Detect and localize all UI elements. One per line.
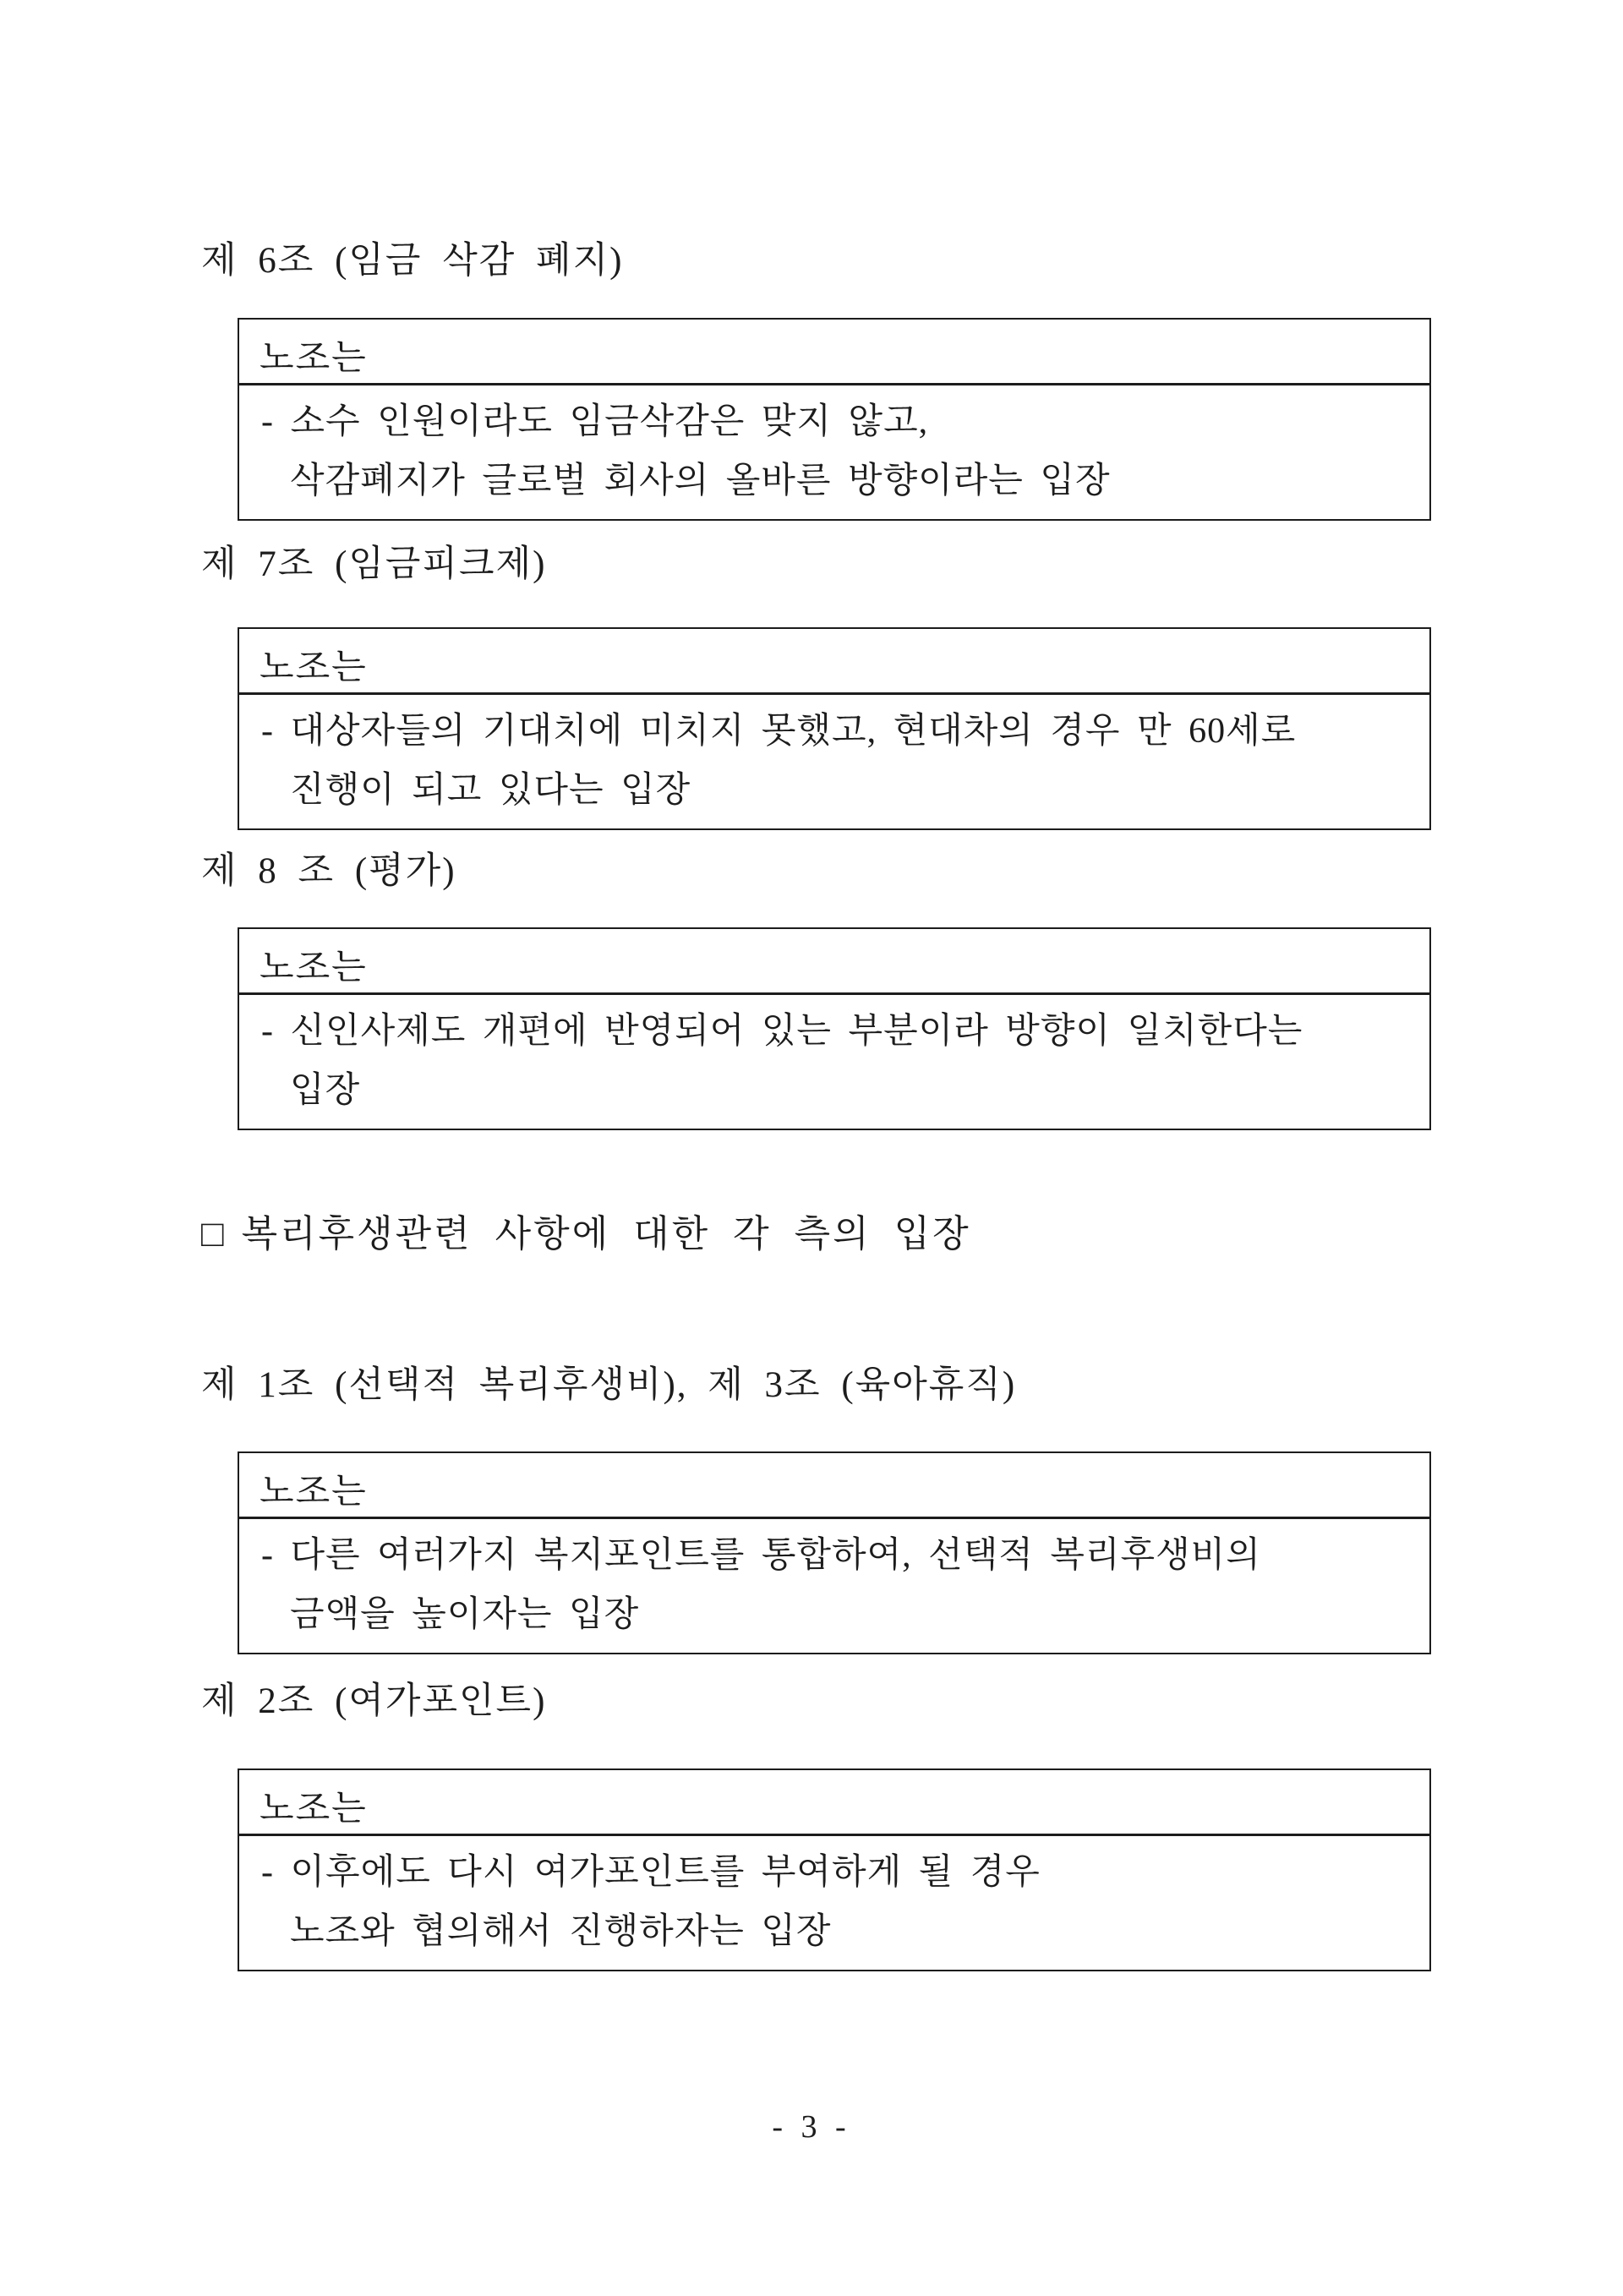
article-7-position-table [238, 627, 1431, 830]
article-2-position-table [238, 1768, 1431, 1971]
square-bullet-icon: □ [201, 1213, 227, 1255]
article-2-heading: 제 2조 (여가포인트) [201, 1681, 547, 1721]
table-header-cell: 노조는 [239, 320, 1429, 385]
table-body-line: - 신인사제도 개편에 반영되어 있는 부분이라 방향이 일치한다는 [261, 1012, 1303, 1051]
article-7-heading: 제 7조 (임금피크제) [201, 544, 547, 584]
article-1-3-heading: 제 1조 (선택적 복리후생비), 제 3조 (육아휴직) [201, 1365, 1017, 1405]
table-body-line: 입장 [290, 1071, 361, 1110]
table-header-cell: 노조는 [239, 1453, 1429, 1519]
welfare-section-title [201, 1214, 971, 1255]
table-body-line: - 이후에도 다시 여가포인트를 부여하게 될 경우 [261, 1853, 1041, 1892]
article-6-heading: 제 6조 (임금 삭감 폐지) [201, 241, 624, 281]
article-1-3-position-table [238, 1451, 1431, 1654]
table-body-cell [239, 995, 1429, 1129]
table-header-cell: 노조는 [239, 629, 1429, 695]
table-body-line: 금액을 높이자는 입장 [290, 1595, 640, 1634]
article-8-heading: 제 8 조 (평가) [201, 851, 456, 891]
article-8-position-table [238, 927, 1431, 1130]
table-body-line: 진행이 되고 있다는 입장 [290, 771, 691, 810]
table-body-line: - 대상자들의 기대치에 미치지 못했고, 현대차의 경우 만 60세로 [261, 712, 1297, 751]
article-6-position-table [238, 318, 1431, 521]
welfare-section-title-text: 복리후생관련 사항에 대한 각 측의 입장 [241, 1213, 971, 1255]
table-body-cell [239, 695, 1429, 828]
table-body-line: - 소수 인원이라도 임금삭감은 맞지 않고, [261, 402, 929, 441]
table-body-line: - 다른 여러가지 복지포인트를 통합하여, 선택적 복리후생비의 [261, 1536, 1261, 1575]
table-body-cell [239, 1836, 1429, 1970]
table-header-cell: 노조는 [239, 929, 1429, 995]
page-number: - 3 - [772, 2109, 851, 2145]
table-body-cell [239, 1519, 1429, 1653]
table-body-line: 삭감폐지가 글로벌 회사의 올바른 방향이라는 입장 [290, 462, 1111, 500]
table-body-cell [239, 385, 1429, 519]
table-header-cell: 노조는 [239, 1770, 1429, 1836]
table-body-line: 노조와 협의해서 진행하자는 입장 [290, 1912, 832, 1951]
